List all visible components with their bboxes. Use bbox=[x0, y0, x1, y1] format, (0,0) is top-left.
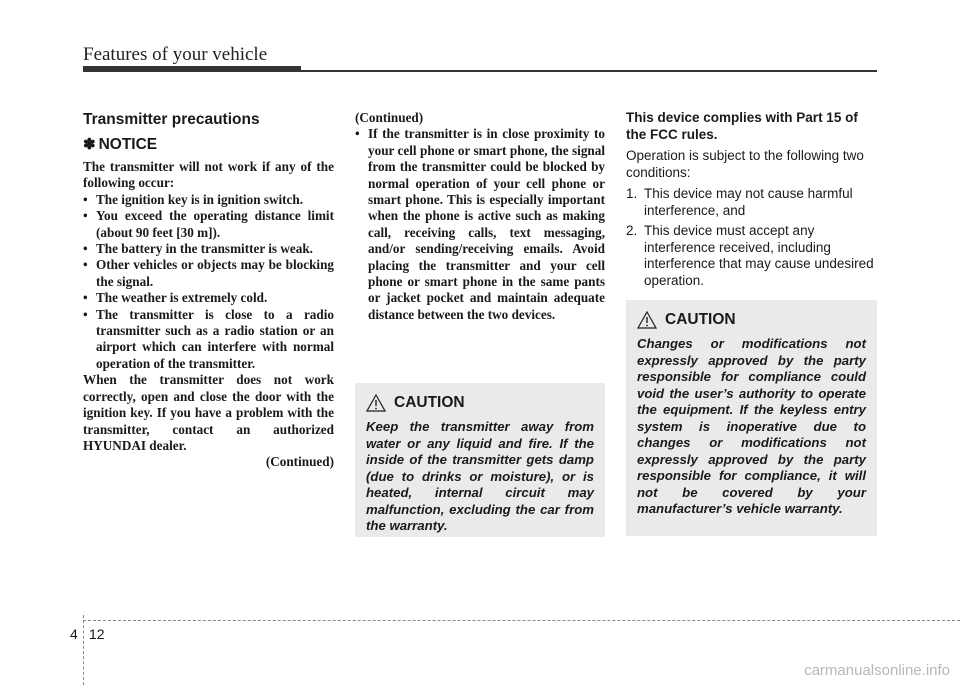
list-item: • You exceed the operating distance limit (about 90 feet [30 m]). bbox=[83, 208, 334, 240]
section-title: Transmitter precautions bbox=[83, 111, 260, 128]
column-1 bbox=[83, 110, 334, 471]
notice-bullet-list bbox=[83, 192, 334, 372]
page-number: 12 bbox=[89, 626, 105, 642]
column-3 bbox=[626, 110, 877, 293]
header-rule-thin bbox=[301, 70, 877, 72]
continued-label: (Continued) bbox=[355, 110, 424, 125]
column-2 bbox=[355, 110, 605, 323]
notice-heading bbox=[83, 135, 334, 155]
list-item: 1. This device may not cause harmful interference, and bbox=[626, 186, 853, 218]
conditions-intro: Operation is subject to the following two conditions: bbox=[626, 148, 864, 180]
notice-closing: When the transmitter does not work correctly, open and close the door with the ignition key. If you have a problem with the transmitter, contact an authorized HYUNDAI dealer. bbox=[83, 372, 334, 453]
continued-bullet-list bbox=[355, 126, 605, 323]
list-item: 2. This device must accept any interference received, including interference that may cause undesired operation. bbox=[626, 223, 874, 288]
continued-label: (Continued) bbox=[265, 454, 334, 470]
caution-box-modifications bbox=[626, 300, 877, 536]
list-item: • If the transmitter is in close proximity to your cell phone or smart phone, the signal from the transmitter could be blocked by normal operation of your cell phone or smart phone. This is especially important when the phone is active such as making call, receiving calls, text messaging, and/or sending/receiving emails. Avoid placing the transmitter and your cell phone or smart phone in the same pants or jacket pocket and maintain adequate distance between the two devices. bbox=[355, 126, 605, 322]
caution-title: CAUTION bbox=[394, 394, 465, 411]
caution-heading bbox=[637, 308, 866, 332]
header-rule-thick bbox=[83, 66, 301, 72]
caution-heading bbox=[366, 391, 594, 415]
caution-title: CAUTION bbox=[665, 311, 736, 328]
chapter-number: 4 bbox=[70, 626, 78, 642]
caution-text: Keep the transmitter away from water or any liquid and fire. If the inside of the transmitter gets damp (due to drinks or moisture), or is heated, internal circuit may malfunction, excluding the car from the warranty. bbox=[366, 419, 594, 533]
list-item: • Other vehicles or objects may be blocking the signal. bbox=[83, 257, 334, 289]
footer-horizontal-rule bbox=[83, 620, 960, 621]
header-title: Features of your vehicle bbox=[83, 44, 268, 65]
list-item: • The ignition key is in ignition switch. bbox=[83, 191, 304, 207]
warning-triangle-icon bbox=[366, 394, 386, 412]
notice-intro: The transmitter will not work if any of the following occur: bbox=[83, 159, 334, 191]
list-item: • The battery in the transmitter is weak. bbox=[83, 241, 313, 257]
footer-vertical-rule bbox=[83, 615, 84, 685]
fcc-statement: This device complies with Part 15 of the FCC rules. bbox=[626, 110, 858, 142]
list-item: • The transmitter is close to a radio transmitter such as a radio station or an airport which can interfere with normal operation of the transmitter. bbox=[83, 306, 334, 371]
list-item: • The weather is extremely cold. bbox=[83, 290, 268, 306]
notice-star-icon: ✽ bbox=[83, 136, 96, 153]
caution-text: Changes or modifications not expressly approved by the party responsible for compliance could void the user’s authority to operate the equipment. If the keyless entry system is inoperative due to changes or modifications not expressly approved by the party responsible for compliance, it will not be covered by your manufacturer’s vehicle warranty. bbox=[637, 336, 866, 516]
watermark: carmanualsonline.info bbox=[804, 662, 950, 679]
warning-triangle-icon bbox=[637, 311, 657, 329]
conditions-list bbox=[626, 186, 877, 289]
notice-label: NOTICE bbox=[98, 136, 158, 153]
caution-box-water bbox=[355, 383, 605, 537]
